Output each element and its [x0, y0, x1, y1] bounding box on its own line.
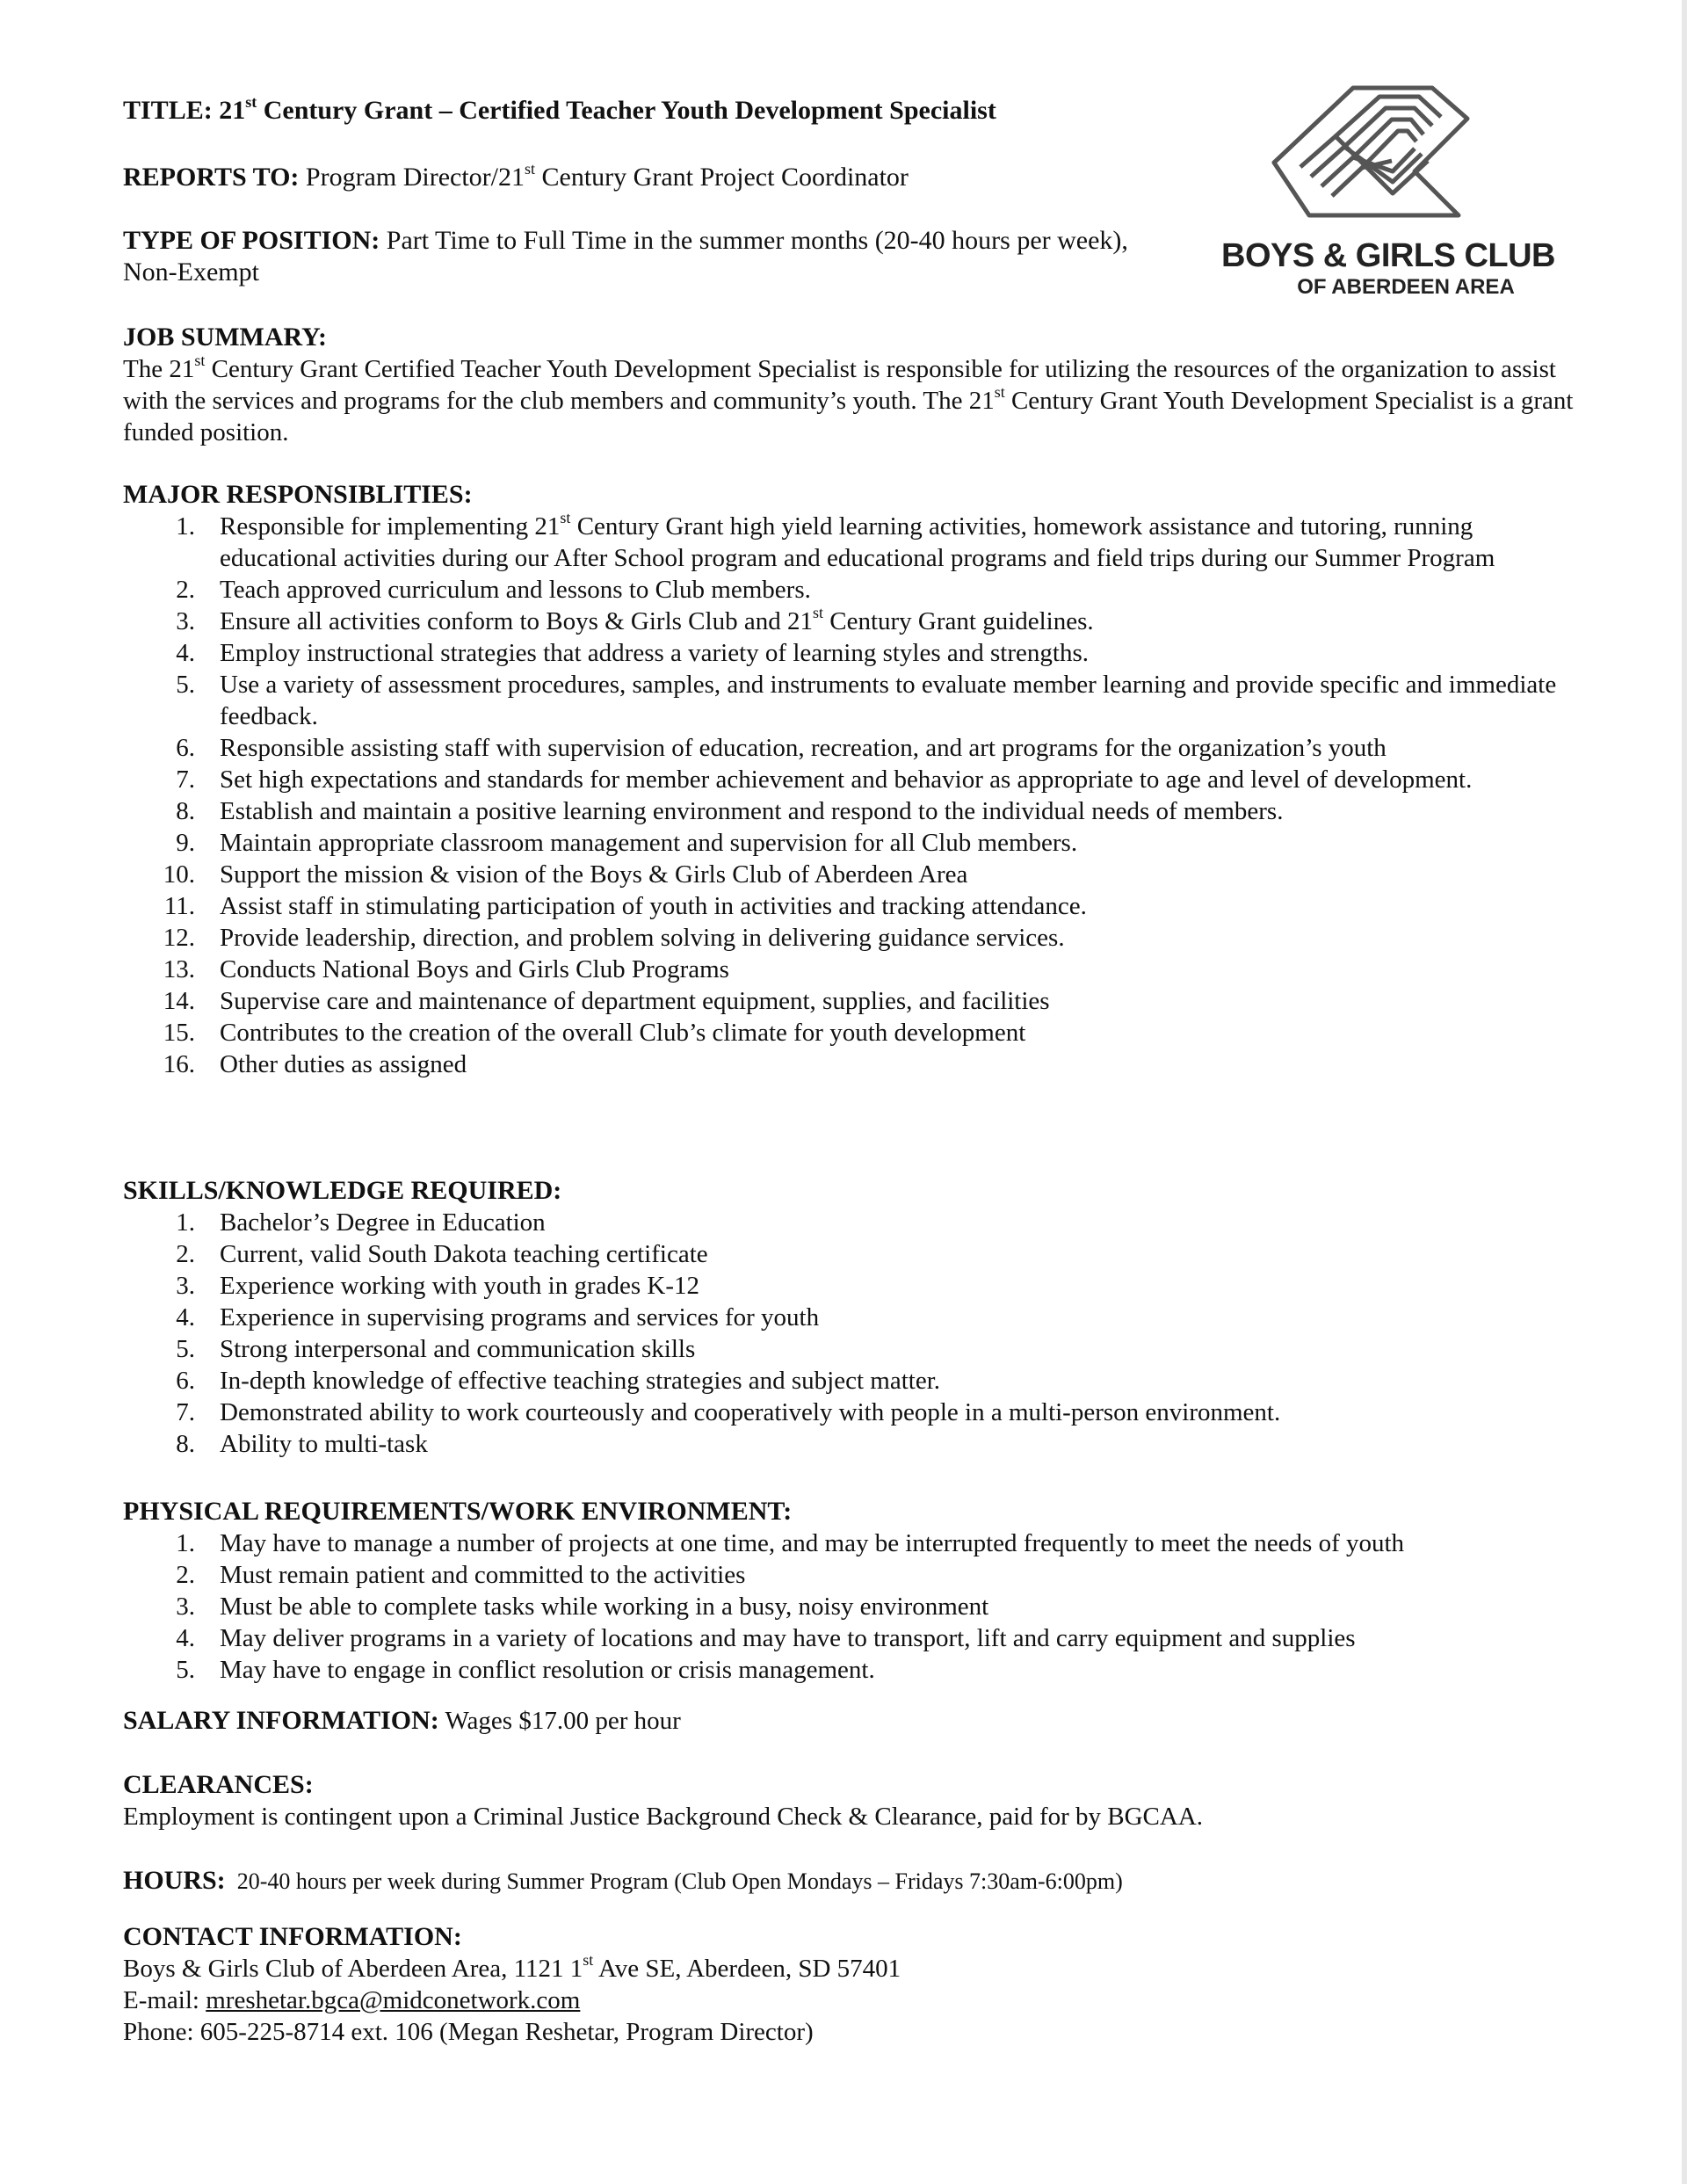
major-responsibilities-heading: MAJOR RESPONSIBLITIES: [123, 480, 473, 509]
contact-heading: CONTACT INFORMATION: [123, 1922, 462, 1951]
responsibility-item-text: Conducts National Boys and Girls Club Programs [220, 955, 729, 983]
responsibility-item [123, 606, 1582, 637]
job-summary-text [123, 353, 1582, 448]
title-line [123, 95, 996, 127]
responsibility-item-text: Ensure all activities conform to Boys & Girls Club and 21 [220, 607, 813, 635]
skill-item-text: Ability to multi-task [220, 1430, 428, 1458]
responsibility-item-text: Employ instructional strategies that address a variety of learning styles and strengths. [220, 639, 1089, 667]
responsibility-item-number: 10. [163, 860, 195, 889]
physical-requirement-item-number: 2. [176, 1561, 195, 1589]
email-label: E-mail: [123, 1986, 206, 2014]
responsibility-item [123, 859, 1582, 890]
major-responsibilities-section [123, 479, 1582, 1080]
skill-item-text: In-depth knowledge of effective teaching strategies and subject matter. [220, 1367, 941, 1395]
skill-item-number: 4. [176, 1303, 195, 1331]
responsibility-item-number: 3. [176, 607, 195, 635]
physical-requirements-section [123, 1496, 1582, 1686]
title-sup: st [245, 93, 257, 111]
physical-requirement-item-number: 5. [176, 1656, 195, 1684]
contact-section [123, 1921, 1582, 2048]
salary-label: SALARY INFORMATION: [123, 1706, 439, 1735]
responsibility-item-number: 14. [163, 987, 195, 1015]
clearances-heading: CLEARANCES: [123, 1770, 314, 1799]
responsibility-item-number: 8. [176, 797, 195, 825]
job-summary-section [123, 322, 1582, 448]
boys-girls-club-hands-icon [1204, 83, 1573, 237]
skill-item-text: Bachelor’s Degree in Education [220, 1208, 546, 1237]
skills-section [123, 1175, 1582, 1460]
clearances-section [123, 1769, 1582, 1832]
reports-to-line [123, 162, 909, 193]
responsibility-item-number: 4. [176, 639, 195, 667]
responsibility-item [123, 574, 1582, 606]
skill-item-number: 8. [176, 1430, 195, 1458]
physical-requirement-item-number: 4. [176, 1624, 195, 1652]
responsibility-item [123, 795, 1582, 827]
responsibility-item [123, 827, 1582, 859]
summary-part-1: The 21 [123, 355, 195, 383]
responsibility-item-number: 6. [176, 734, 195, 762]
responsibility-item [123, 1017, 1582, 1048]
responsibility-item [123, 637, 1582, 669]
responsibility-item-number: 11. [163, 892, 195, 920]
skill-item-number: 7. [176, 1398, 195, 1426]
skills-heading: SKILLS/KNOWLEDGE REQUIRED: [123, 1176, 562, 1205]
responsibility-item [123, 511, 1582, 574]
boys-girls-club-logo [1204, 83, 1573, 308]
skill-item [123, 1365, 1582, 1397]
clearances-text: Employment is contingent upon a Criminal Justice Background Check & Clearance, paid for by BGCAA. [123, 1803, 1204, 1831]
physical-requirement-item-text: Must remain patient and committed to the activities [220, 1561, 746, 1589]
responsibility-item-text: Use a variety of assessment procedures, samples, and instruments to evaluate member learning and provide specific and immediate feedback. [220, 671, 1557, 730]
responsibility-item [123, 890, 1582, 922]
skill-item [123, 1207, 1582, 1238]
responsibility-item [123, 1048, 1582, 1080]
skill-item-number: 2. [176, 1240, 195, 1268]
skill-item-text: Current, valid South Dakota teaching certificate [220, 1240, 708, 1268]
responsibility-item [123, 922, 1582, 954]
hours-value: 20-40 hours per week during Summer Program (Club Open Mondays – Fridays 7:30am-6:00pm) [225, 1868, 1123, 1894]
responsibility-item-text-cont: Century Grant guidelines. [822, 607, 1094, 635]
title-pre: 21 [219, 96, 246, 125]
skill-item-number: 1. [176, 1208, 195, 1237]
responsibility-item-text: Teach approved curriculum and lessons to Club members. [220, 576, 811, 604]
salary-value: Wages $17.00 per hour [438, 1707, 681, 1735]
summary-sup-1: st [194, 352, 206, 369]
physical-requirement-item [123, 1591, 1582, 1622]
skill-item-number: 3. [176, 1272, 195, 1300]
reports-pre: Program Director/21 [299, 163, 525, 192]
title-value: Century Grant – Certified Teacher Youth Development Specialist [257, 96, 996, 125]
skill-item-number: 6. [176, 1367, 195, 1395]
logo-org-sub: OF ABERDEEN AREA [1297, 275, 1515, 299]
contact-email-line [123, 1984, 1582, 2016]
responsibility-item-number: 13. [163, 955, 195, 983]
responsibility-item-text: Supervise care and maintenance of department equipment, supplies, and facilities [220, 987, 1050, 1015]
hours-label: HOURS: [123, 1866, 226, 1895]
responsibility-item-text: Contributes to the creation of the overall Club’s climate for youth development [220, 1019, 1026, 1047]
skill-item-text: Experience in supervising programs and services for youth [220, 1303, 820, 1331]
responsibility-item-number: 1. [176, 512, 195, 541]
physical-requirement-item-text: May have to engage in conflict resolution or crisis management. [220, 1656, 875, 1684]
skill-item [123, 1302, 1582, 1333]
responsibility-item-text: Set high expectations and standards for member achievement and behavior as appropriate to age and level of development. [220, 765, 1473, 794]
skill-item-text: Strong interpersonal and communication skills [220, 1335, 696, 1363]
physical-requirement-item [123, 1527, 1582, 1559]
responsibility-item-number: 5. [176, 671, 195, 699]
skill-item [123, 1428, 1582, 1460]
type-of-position-line [123, 225, 1177, 288]
physical-requirement-item-text: May have to manage a number of projects at one time, and may be interrupted frequently to meet the needs of youth [220, 1529, 1405, 1557]
email-link[interactable]: mreshetar.bgca@midconetwork.com [206, 1986, 581, 2014]
responsibility-item [123, 669, 1582, 732]
physical-requirement-item-text: Must be able to complete tasks while working in a busy, noisy environment [220, 1593, 989, 1621]
logo-org-name: BOYS & GIRLS CLUB [1221, 237, 1555, 274]
responsibility-item [123, 954, 1582, 985]
skills-list [123, 1207, 1582, 1460]
reports-sup: st [525, 160, 536, 178]
summary-part-2: Century Grant Certified Teacher Youth Development Specialist is responsible for utilizing the resources of the organization to assist with the services and programs for the club members and community’s youth. The 21 [123, 355, 1556, 415]
type-label: TYPE OF POSITION: [123, 226, 380, 255]
summary-sup-2: st [994, 383, 1005, 401]
address-sup: st [583, 1951, 594, 1969]
skill-item-text: Experience working with youth in grades K-12 [220, 1272, 700, 1300]
skill-item-number: 5. [176, 1335, 195, 1363]
physical-requirement-item [123, 1559, 1582, 1591]
responsibility-item-number: 12. [163, 924, 195, 952]
responsibility-item-sup: st [812, 604, 823, 621]
physical-requirements-heading: PHYSICAL REQUIREMENTS/WORK ENVIRONMENT: [123, 1497, 793, 1526]
reports-label: REPORTS TO: [123, 163, 300, 192]
reports-value: Century Grant Project Coordinator [535, 163, 909, 192]
physical-requirement-item-number: 1. [176, 1529, 195, 1557]
contact-phone: Phone: 605-225-8714 ext. 106 (Megan Reshetar, Program Director) [123, 2018, 814, 2046]
physical-requirement-item-number: 3. [176, 1593, 195, 1621]
hours-line [123, 1865, 1582, 1897]
responsibility-item-text: Assist staff in stimulating participation of youth in activities and tracking attendance. [220, 892, 1087, 920]
responsibility-item-number: 2. [176, 576, 195, 604]
contact-address [123, 1953, 1582, 1984]
address-part-1: Boys & Girls Club of Aberdeen Area, 1121 1 [123, 1955, 583, 1983]
physical-requirement-item-text: May deliver programs in a variety of locations and may have to transport, lift and carry equipment and supplies [220, 1624, 1356, 1652]
type-value: Part Time to Full Time in the summer months (20-40 hours per week), Non-Exempt [123, 226, 1128, 287]
responsibility-item-number: 9. [176, 829, 195, 857]
responsibility-item-text: Establish and maintain a positive learning environment and respond to the individual needs of members. [220, 797, 1284, 825]
salary-line [123, 1705, 1582, 1737]
responsibility-item-number: 7. [176, 765, 195, 794]
skill-item [123, 1397, 1582, 1428]
skill-item [123, 1238, 1582, 1270]
responsibility-item-text: Responsible assisting staff with supervision of education, recreation, and art programs for the organization’s youth [220, 734, 1387, 762]
job-summary-heading: JOB SUMMARY: [123, 323, 328, 352]
responsibility-item-text: Other duties as assigned [220, 1050, 467, 1078]
responsibility-item-number: 15. [163, 1019, 195, 1047]
responsibility-item-text: Support the mission & vision of the Boys & Girls Club of Aberdeen Area [220, 860, 968, 889]
responsibility-item-text: Maintain appropriate classroom management and supervision for all Club members. [220, 829, 1078, 857]
responsibility-item-number: 16. [163, 1050, 195, 1078]
responsibility-item-sup: st [560, 509, 571, 526]
summary-part-3: Century Grant Youth Development Specialist is a grant funded position. [123, 387, 1574, 446]
scan-edge [1682, 0, 1687, 2184]
title-label: TITLE: [123, 96, 213, 125]
skill-item [123, 1270, 1582, 1302]
major-responsibilities-list [123, 511, 1582, 1080]
responsibility-item-text-cont: Century Grant high yield learning activities, homework assistance and tutoring, running educational activities during our After School program and educational programs and field trips during our Summer Program [220, 512, 1495, 572]
address-part-2: Ave SE, Aberdeen, SD 57401 [593, 1955, 901, 1983]
responsibility-item-text: Responsible for implementing 21 [220, 512, 561, 541]
physical-requirement-item [123, 1654, 1582, 1686]
responsibility-item [123, 764, 1582, 795]
skill-item-text: Demonstrated ability to work courteously and cooperatively with people in a multi-person environment. [220, 1398, 1281, 1426]
skill-item [123, 1333, 1582, 1365]
physical-requirements-list [123, 1527, 1582, 1686]
responsibility-item [123, 732, 1582, 764]
physical-requirement-item [123, 1622, 1582, 1654]
responsibility-item [123, 985, 1582, 1017]
responsibility-item-text: Provide leadership, direction, and problem solving in delivering guidance services. [220, 924, 1065, 952]
